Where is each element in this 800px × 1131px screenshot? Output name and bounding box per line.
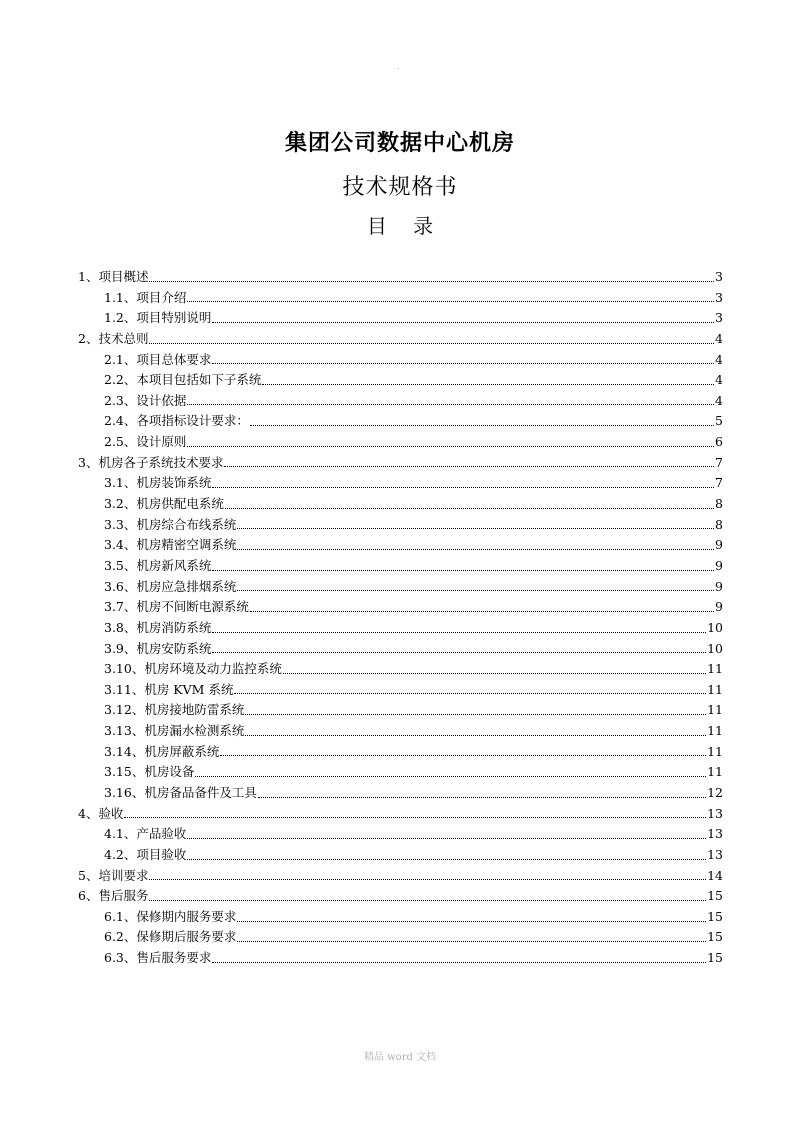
toc-leader-dots [237, 920, 706, 922]
toc-entry[interactable] [78, 267, 723, 288]
toc-entry-page: 7 [715, 475, 723, 491]
toc-leader-dots [237, 589, 714, 591]
toc-leader-dots [250, 424, 714, 426]
toc-leader-dots [187, 837, 706, 839]
toc-leader-dots [250, 610, 714, 612]
toc-entry-label: 1.1、项目介绍 [104, 289, 187, 305]
toc-entry-label: 3.11、机房 KVM 系统 [104, 681, 234, 697]
toc-entry-page: 3 [715, 268, 723, 284]
toc-leader-dots [149, 899, 706, 901]
toc-entry-label: 3.4、机房精密空调系统 [104, 537, 237, 553]
toc-entry-label: 3.10、机房环境及动力监控系统 [104, 661, 282, 677]
toc-entry-page: 3 [715, 289, 723, 305]
toc-leader-dots [149, 878, 706, 880]
toc-entry-page: 11 [707, 764, 723, 780]
toc-entry[interactable] [78, 659, 723, 680]
toc-entry-page: 15 [707, 908, 723, 924]
toc-entry-page: 9 [715, 557, 723, 573]
toc-leader-dots [212, 362, 714, 364]
toc-entry[interactable] [78, 535, 723, 556]
toc-entry-label: 6.3、售后服务要求 [104, 950, 212, 966]
toc-entry-label: 2.2、本项目包括如下子系统 [104, 372, 262, 388]
page-top-mark: . [397, 62, 400, 71]
toc-entry-page: 4 [715, 392, 723, 408]
toc-entry-label: 3.6、机房应急排烟系统 [104, 578, 237, 594]
toc-entry[interactable] [78, 473, 723, 494]
toc-entry-label: 3.2、机房供配电系统 [104, 496, 224, 512]
toc-leader-dots [212, 631, 706, 633]
toc-entry-label: 3.1、机房装饰系统 [104, 475, 212, 491]
toc-entry[interactable] [78, 639, 723, 660]
toc-leader-dots [234, 692, 706, 694]
toc-leader-dots [258, 796, 706, 798]
toc-leader-dots [212, 486, 714, 488]
toc-entry-label: 2.4、各项指标设计要求： [104, 413, 249, 429]
toc-entry[interactable] [78, 866, 723, 887]
toc-leader-dots [212, 961, 706, 963]
toc-entry-label: 3.3、机房综合布线系统 [104, 516, 237, 532]
toc-entry-page: 9 [715, 599, 723, 615]
toc-entry-page: 9 [715, 537, 723, 553]
toc-entry[interactable] [78, 411, 723, 432]
toc-entry[interactable] [78, 845, 723, 866]
document-title: 集团公司数据中心机房 [284, 131, 515, 156]
toc-entry-label: 3.13、机房漏水检测系统 [104, 723, 245, 739]
toc-leader-dots [195, 775, 706, 777]
toc-leader-dots [225, 507, 714, 509]
toc-entry-page: 14 [707, 867, 723, 883]
toc-entry-page: 7 [715, 454, 723, 470]
toc-entry-page: 10 [707, 640, 723, 656]
toc-entry-label: 2.5、设计原则 [104, 434, 187, 450]
toc-entry-page: 4 [715, 372, 723, 388]
toc-entry-label: 3.8、机房消防系统 [104, 619, 212, 635]
toc-entry[interactable] [78, 597, 723, 618]
toc-entry[interactable] [78, 618, 723, 639]
toc-entry-label: 3.5、机房新风系统 [104, 557, 212, 573]
toc-entry-label: 4.1、产品验收 [104, 826, 187, 842]
toc-entry-label: 6.2、保修期后服务要求 [104, 929, 237, 945]
toc-entry[interactable] [78, 350, 723, 371]
toc-entry-label: 1.2、项目特别说明 [104, 310, 212, 326]
toc-entry-page: 11 [707, 681, 723, 697]
toc-leader-dots [212, 321, 714, 323]
toc-leader-dots [237, 527, 714, 529]
toc-entry[interactable] [78, 432, 723, 453]
toc-entry[interactable] [78, 762, 723, 783]
toc-leader-dots [220, 754, 706, 756]
toc-entry[interactable] [78, 804, 723, 825]
toc-entry-page: 11 [707, 702, 723, 718]
toc-entry-label: 3.15、机房设备 [104, 764, 195, 780]
toc-entry-label: 3.14、机房屏蔽系统 [104, 743, 220, 759]
toc-entry-page: 10 [707, 619, 723, 635]
toc-entry[interactable] [78, 453, 723, 474]
toc-entry-page: 13 [707, 826, 723, 842]
toc-entry[interactable] [78, 783, 723, 804]
toc-entry[interactable] [78, 494, 723, 515]
toc-leader-dots [187, 403, 714, 405]
toc-leader-dots [187, 858, 706, 860]
toc-entry[interactable] [78, 680, 723, 701]
toc-leader-dots [224, 465, 714, 467]
table-of-contents [78, 267, 723, 969]
toc-leader-dots [245, 713, 706, 715]
toc-entry-page: 8 [715, 516, 723, 532]
toc-entry-page: 4 [715, 330, 723, 346]
toc-leader-dots [149, 280, 714, 282]
toc-entry-page: 12 [707, 785, 723, 800]
toc-entry-page: 11 [707, 743, 723, 759]
toc-entry[interactable] [78, 742, 723, 763]
toc-entry-page: 5 [715, 413, 723, 429]
toc-leader-dots [187, 300, 714, 302]
toc-entry[interactable] [78, 556, 723, 577]
toc-entry-page: 11 [707, 661, 723, 677]
toc-entry-page: 9 [715, 578, 723, 594]
toc-entry-label: 3、机房各子系统技术要求 [78, 454, 224, 470]
toc-leader-dots [245, 734, 706, 736]
toc-entry-label: 2.1、项目总体要求 [104, 351, 212, 367]
toc-leader-dots [212, 651, 706, 653]
toc-entry-page: 15 [707, 950, 723, 966]
document-subtitle: 技术规格书 [342, 175, 458, 200]
toc-entry[interactable] [78, 928, 723, 949]
toc-entry-label: 3.9、机房安防系统 [104, 640, 212, 656]
toc-entry[interactable] [78, 700, 723, 721]
toc-entry-label: 2.3、设计依据 [104, 392, 187, 408]
toc-entry[interactable] [78, 577, 723, 598]
toc-entry-label: 1、项目概述 [78, 268, 149, 284]
toc-entry-page: 11 [707, 723, 723, 739]
page-footer: 精品 word 文档 [363, 1052, 437, 1063]
toc-entry-page: 6 [715, 434, 723, 450]
toc-entry[interactable] [78, 308, 723, 329]
toc-entry-label: 2、技术总则 [78, 330, 149, 346]
toc-entry[interactable] [78, 329, 723, 350]
toc-entry[interactable] [78, 907, 723, 928]
toc-entry[interactable] [78, 948, 723, 969]
toc-entry[interactable] [78, 370, 723, 391]
toc-entry-label: 6、售后服务 [78, 888, 149, 904]
toc-heading: 目 录 [366, 214, 444, 238]
toc-entry-page: 4 [715, 351, 723, 367]
toc-leader-dots [283, 672, 706, 674]
toc-entry-page: 13 [707, 846, 723, 862]
toc-entry-label: 4、验收 [78, 805, 124, 821]
toc-entry[interactable] [78, 391, 723, 412]
toc-entry-page: 15 [707, 888, 723, 904]
toc-entry-label: 3.7、机房不间断电源系统 [104, 599, 249, 615]
toc-entry-page: 13 [707, 805, 723, 821]
toc-entry[interactable] [78, 886, 723, 907]
toc-leader-dots [149, 342, 714, 344]
toc-leader-dots [124, 816, 706, 818]
toc-entry-page: 15 [707, 929, 723, 945]
toc-entry[interactable] [78, 721, 723, 742]
toc-entry-page: 8 [715, 496, 723, 512]
toc-entry[interactable] [78, 288, 723, 309]
toc-entry-label: 3.12、机房接地防雷系统 [104, 702, 245, 718]
toc-leader-dots [212, 569, 714, 571]
toc-leader-dots [262, 383, 714, 385]
toc-entry[interactable] [78, 824, 723, 845]
toc-entry-label: 4.2、项目验收 [104, 846, 187, 862]
toc-leader-dots [237, 548, 714, 550]
toc-entry-label: 6.1、保修期内服务要求 [104, 908, 237, 924]
toc-entry-label: 5、培训要求 [78, 867, 149, 883]
toc-leader-dots [187, 445, 714, 447]
toc-entry[interactable] [78, 515, 723, 536]
toc-leader-dots [237, 940, 706, 942]
toc-entry-page: 3 [715, 310, 723, 326]
toc-entry-label: 3.16、机房备品备件及工具 [104, 785, 257, 800]
